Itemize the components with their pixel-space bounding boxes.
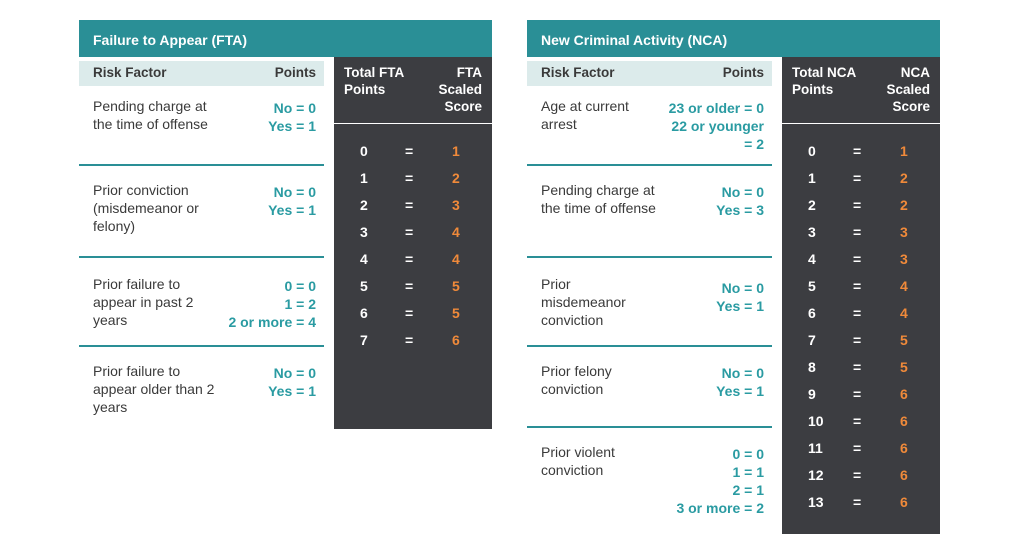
nca-scale-eq: =: [853, 359, 862, 375]
nca-scale-total: 8: [808, 359, 816, 375]
fta-scale-score: 4: [452, 251, 460, 267]
nca-factor-label: Age at current arrest: [541, 98, 629, 132]
nca-scaled-score-column: [782, 57, 940, 534]
nca-scale-score: 4: [900, 305, 908, 321]
nca-divider: [527, 256, 772, 258]
nca-scale-total: 12: [808, 467, 824, 483]
fta-points-header: Points: [274, 65, 316, 80]
nca-title: New Criminal Activity (NCA): [527, 20, 940, 57]
nca-scale-row: [782, 278, 940, 298]
nca-scale-score: 6: [900, 494, 908, 510]
fta-factor-points: [268, 364, 316, 400]
nca-scale-row: [782, 494, 940, 514]
nca-scale-eq: =: [853, 224, 862, 240]
nca-header-row: [527, 61, 772, 86]
fta-points-value: No = 0: [273, 365, 316, 381]
fta-scaled-header-text: FTA Scaled Score: [438, 65, 482, 114]
fta-factor-points: [268, 99, 316, 135]
nca-scale-eq: =: [853, 278, 862, 294]
nca-points-value: No = 0: [721, 365, 764, 381]
fta-scale-row: [334, 332, 492, 352]
fta-divider: [79, 345, 324, 347]
nca-points-value: 23 or older = 0: [668, 100, 764, 116]
nca-points-value: Yes = 1: [716, 298, 764, 314]
nca-scale-score: 4: [900, 278, 908, 294]
nca-divider: [527, 345, 772, 347]
fta-scale-score: 6: [452, 332, 460, 348]
nca-scale-eq: =: [853, 440, 862, 456]
fta-points-value: 2 or more = 4: [228, 314, 316, 330]
fta-scale-total: 0: [360, 143, 368, 159]
nca-scale-row: [782, 440, 940, 460]
nca-factor-points: [669, 99, 764, 153]
fta-scale-eq: =: [405, 251, 414, 267]
fta-scale-total: 6: [360, 305, 368, 321]
nca-scale-score: 3: [900, 251, 908, 267]
nca-factor-label: Prior felony conviction: [541, 363, 612, 397]
fta-scale-row: [334, 278, 492, 298]
nca-points-value: 2 = 1: [732, 482, 764, 498]
nca-total-header: [792, 64, 864, 98]
nca-factor-points: [676, 445, 764, 517]
nca-points-value: Yes = 1: [716, 383, 764, 399]
fta-points-value: Yes = 1: [268, 118, 316, 134]
fta-scaled-score-column: [334, 57, 492, 429]
fta-title: Failure to Appear (FTA): [79, 20, 492, 57]
fta-scale-eq: =: [405, 170, 414, 186]
fta-points-value: Yes = 1: [268, 383, 316, 399]
fta-factor-label: Prior conviction (misdemeanor or felony): [93, 182, 199, 234]
nca-scale-row: [782, 386, 940, 406]
fta-scale-eq: =: [405, 332, 414, 348]
nca-points-header: Points: [722, 65, 764, 80]
nca-scale-row: [782, 224, 940, 244]
nca-scale-row: [782, 467, 940, 487]
nca-points-value: Yes = 3: [716, 202, 764, 218]
fta-scale-total: 2: [360, 197, 368, 213]
nca-scale-score: 2: [900, 170, 908, 186]
fta-points-value: 0 = 0: [284, 278, 316, 294]
nca-scale-score: 6: [900, 440, 908, 456]
fta-scale-row: [334, 305, 492, 325]
fta-scale-row: [334, 197, 492, 217]
nca-scaled-header-text: NCA Scaled Score: [886, 65, 930, 114]
nca-factor-points: [716, 279, 764, 315]
fta-points-value: Yes = 1: [268, 202, 316, 218]
fta-scale-score: 1: [452, 143, 460, 159]
nca-scale-eq: =: [853, 467, 862, 483]
nca-points-value: 3 or more = 2: [676, 500, 764, 516]
nca-scale-eq: =: [853, 251, 862, 267]
fta-total-header-text: Total FTA Points: [344, 65, 404, 97]
nca-points-value: = 2: [744, 136, 764, 152]
nca-factor-points: [716, 364, 764, 400]
nca-factor-label: Prior misdemeanor conviction: [541, 276, 626, 328]
fta-scale-row: [334, 251, 492, 271]
fta-scale-score: 5: [452, 278, 460, 294]
fta-scale-total: 4: [360, 251, 368, 267]
nca-scale-total: 3: [808, 224, 816, 240]
fta-risk-factor-header: Risk Factor: [93, 65, 167, 80]
fta-factor-points: [228, 277, 316, 331]
nca-scale-total: 9: [808, 386, 816, 402]
fta-scale-score: 3: [452, 197, 460, 213]
nca-scale-score: 6: [900, 386, 908, 402]
fta-total-header: [344, 64, 414, 98]
fta-factor-points: [268, 183, 316, 219]
nca-points-value: 0 = 0: [732, 446, 764, 462]
nca-scale-total: 11: [808, 440, 823, 456]
fta-scale-score: 4: [452, 224, 460, 240]
nca-scale-row: [782, 197, 940, 217]
fta-header-line: [334, 123, 492, 124]
fta-header-row: [79, 61, 324, 86]
nca-scale-eq: =: [853, 305, 862, 321]
nca-points-value: 1 = 1: [732, 464, 764, 480]
fta-factor-label: Pending charge at the time of offense: [93, 98, 208, 132]
nca-divider: [527, 426, 772, 428]
fta-scale-total: 7: [360, 332, 368, 348]
nca-scale-score: 2: [900, 197, 908, 213]
fta-divider: [79, 164, 324, 166]
fta-scale-total: 5: [360, 278, 368, 294]
fta-points-value: No = 0: [273, 184, 316, 200]
nca-scale-score: 1: [900, 143, 908, 159]
nca-scale-score: 3: [900, 224, 908, 240]
nca-factor-points: [716, 183, 764, 219]
fta-scale-row: [334, 143, 492, 163]
nca-scale-total: 1: [808, 170, 816, 186]
nca-scale-eq: =: [853, 197, 862, 213]
fta-scale-row: [334, 224, 492, 244]
fta-scale-eq: =: [405, 305, 414, 321]
nca-scale-total: 7: [808, 332, 816, 348]
fta-factor-label: Prior failure to appear in past 2 years: [93, 276, 194, 328]
nca-scale-total: 5: [808, 278, 816, 294]
fta-scale-row: [334, 170, 492, 190]
nca-scale-row: [782, 170, 940, 190]
nca-header-line: [782, 123, 940, 124]
fta-scale-total: 1: [360, 170, 368, 186]
nca-scale-score: 6: [900, 467, 908, 483]
nca-scaled-header: [875, 64, 930, 115]
fta-divider: [79, 256, 324, 258]
fta-scale-score: 2: [452, 170, 460, 186]
nca-scale-total: 10: [808, 413, 824, 429]
nca-points-value: No = 0: [721, 184, 764, 200]
nca-scale-row: [782, 413, 940, 433]
nca-scale-eq: =: [853, 143, 862, 159]
fta-scale-eq: =: [405, 278, 414, 294]
nca-scale-row: [782, 359, 940, 379]
nca-points-value: 22 or younger: [671, 118, 764, 134]
fta-factor-label: Prior failure to appear older than 2 years: [93, 363, 215, 415]
nca-divider: [527, 164, 772, 166]
fta-scale-eq: =: [405, 197, 414, 213]
nca-factor-label: Pending charge at the time of offense: [541, 182, 656, 216]
fta-panel: [79, 20, 492, 534]
nca-scale-total: 0: [808, 143, 816, 159]
nca-panel: [527, 20, 940, 534]
nca-scale-row: [782, 251, 940, 271]
nca-risk-factor-header: Risk Factor: [541, 65, 615, 80]
nca-points-value: No = 0: [721, 280, 764, 296]
fta-scale-total: 3: [360, 224, 368, 240]
nca-scale-eq: =: [853, 386, 862, 402]
nca-total-header-text: Total NCA Points: [792, 65, 856, 97]
fta-points-value: 1 = 2: [284, 296, 316, 312]
nca-scale-total: 4: [808, 251, 816, 267]
nca-scale-row: [782, 143, 940, 163]
fta-scaled-header: [427, 64, 482, 115]
nca-scale-total: 6: [808, 305, 816, 321]
nca-scale-eq: =: [853, 413, 862, 429]
nca-scale-eq: =: [853, 494, 862, 510]
nca-scale-row: [782, 305, 940, 325]
nca-scale-row: [782, 332, 940, 352]
nca-scale-score: 6: [900, 413, 908, 429]
nca-scale-eq: =: [853, 170, 862, 186]
fta-scale-eq: =: [405, 143, 414, 159]
nca-scale-total: 2: [808, 197, 816, 213]
nca-scale-total: 13: [808, 494, 824, 510]
fta-scale-score: 5: [452, 305, 460, 321]
nca-scale-eq: =: [853, 332, 862, 348]
nca-factor-label: Prior violent conviction: [541, 444, 615, 478]
nca-scale-score: 5: [900, 332, 908, 348]
fta-points-value: No = 0: [273, 100, 316, 116]
nca-scale-score: 5: [900, 359, 908, 375]
fta-scale-eq: =: [405, 224, 414, 240]
